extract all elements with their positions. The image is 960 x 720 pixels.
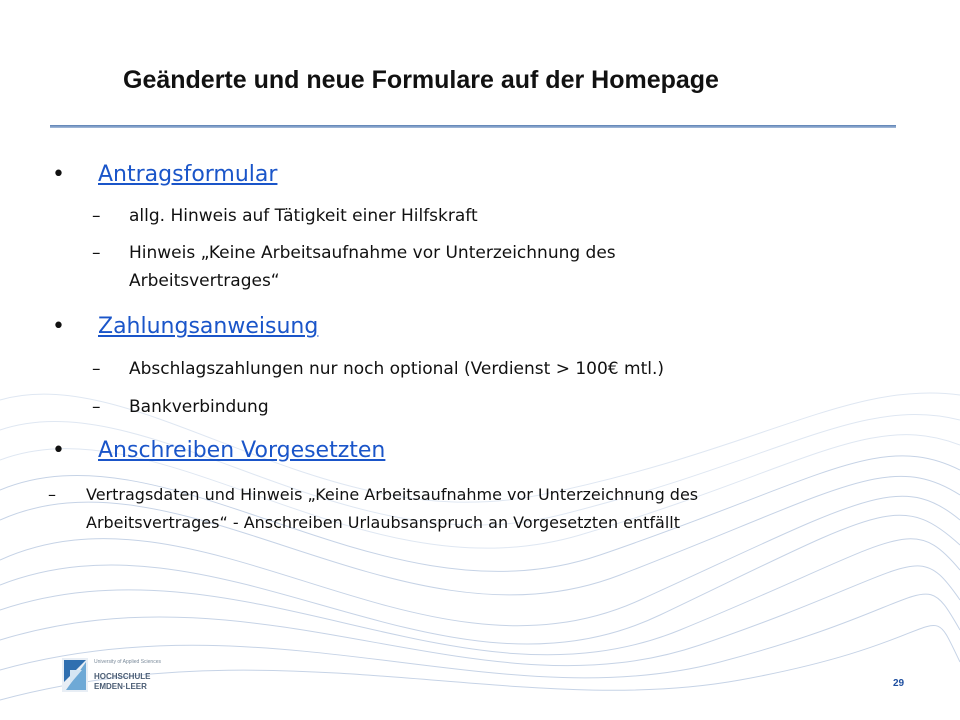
sub-dash: –: [92, 359, 101, 379]
sub-item-text: allg. Hinweis auf Tätigkeit einer Hilfskraft: [129, 206, 478, 226]
hochschule-logo: [62, 658, 172, 692]
sub-dash: –: [92, 243, 101, 263]
link-antragsformular[interactable]: Antragsformular: [98, 162, 278, 187]
sub-item-text: Bankverbindung: [129, 397, 269, 417]
slide-title: Geänderte und neue Formulare auf der Homepage: [123, 66, 719, 94]
footnote-line-2: Arbeitsvertrages“ - Anschreiben Urlaubsanspruch an Vorgesetzten entfällt: [86, 513, 681, 532]
sub-item-text: Abschlagszahlungen nur noch optional (Verdienst > 100€ mtl.): [129, 359, 665, 379]
bullet-dot: •: [52, 314, 65, 339]
logo-text-line-2: EMDEN·LEER: [94, 682, 147, 691]
title-underline: [50, 125, 896, 128]
footnote-dash: –: [48, 485, 56, 504]
sub-dash: –: [92, 206, 101, 226]
link-anschreiben-vorgesetzten[interactable]: Anschreiben Vorgesetzten: [98, 438, 386, 463]
logo-mark-icon: [62, 658, 88, 692]
footnote-line-1: Vertragsdaten und Hinweis „Keine Arbeitsaufnahme vor Unterzeichnung des: [86, 485, 699, 504]
sub-item-text-continued: Arbeitsvertrages“: [129, 271, 280, 291]
bullet-dot: •: [52, 438, 65, 463]
logo-tagline: University of Applied Sciences: [94, 659, 161, 665]
sub-dash: –: [92, 397, 101, 417]
logo-text-line-1: HOCHSCHULE: [94, 672, 151, 681]
link-zahlungsanweisung[interactable]: Zahlungsanweisung: [98, 314, 319, 339]
bullet-dot: •: [52, 162, 65, 187]
sub-item-text: Hinweis „Keine Arbeitsaufnahme vor Unterzeichnung des: [129, 243, 616, 263]
page-number: 29: [893, 678, 905, 689]
